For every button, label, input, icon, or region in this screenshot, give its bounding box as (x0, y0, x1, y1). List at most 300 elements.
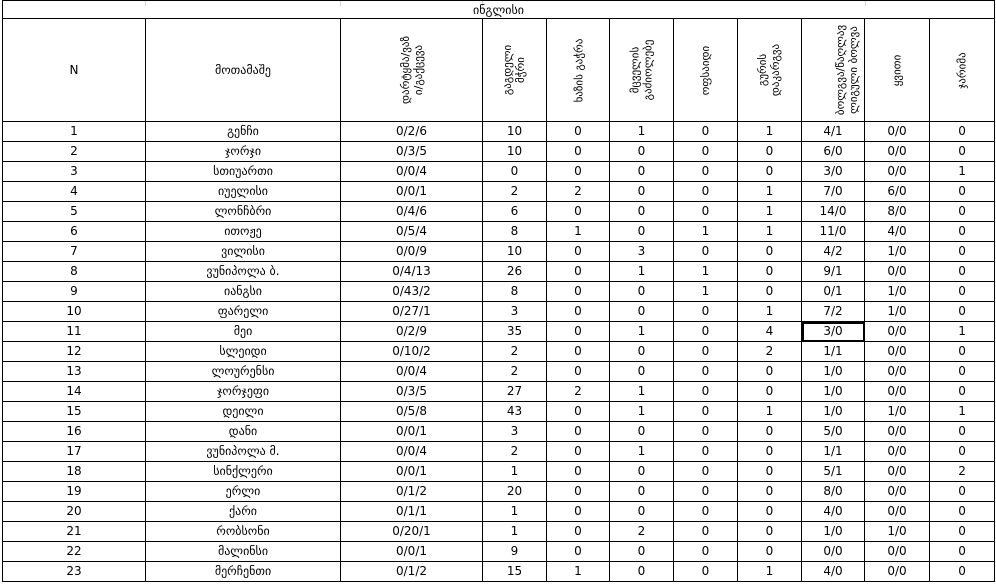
cell-n[interactable]: 22 (3, 542, 146, 562)
header-c1-label: დარტყმა/ვაზ ი/გაქცევა (398, 36, 425, 104)
cell-c9[interactable]: 0 (930, 502, 995, 522)
cell-c5[interactable]: 0 (674, 162, 738, 182)
header-c7-label: ბოლგვა/წაღლავ ლიგული ბოლვა (834, 24, 861, 116)
cell-c2[interactable]: 3 (483, 302, 547, 322)
cell-c2[interactable]: 2 (483, 442, 547, 462)
cell-c3[interactable]: 1 (547, 562, 610, 582)
cell-c3[interactable]: 2 (547, 382, 610, 402)
cell-c7[interactable]: 1/0 (802, 382, 865, 402)
cell-c2[interactable]: 26 (483, 262, 547, 282)
cell-c5[interactable]: 0 (674, 502, 738, 522)
cell-c3[interactable]: 0 (547, 402, 610, 422)
table-row (3, 142, 995, 162)
cell-c7[interactable]: 0/0 (802, 542, 865, 562)
cell-c1[interactable]: 0/1/2 (341, 562, 483, 582)
cell-c4[interactable]: 0 (610, 362, 674, 382)
cell-c6[interactable]: 1 (738, 402, 802, 422)
header-c5-label: ოფსაიდი (698, 45, 712, 96)
cell-c2[interactable]: 2 (483, 362, 547, 382)
cell-c7[interactable]: 4/2 (802, 242, 865, 262)
cell-c4[interactable]: 3 (610, 242, 674, 262)
cell-c3[interactable]: 2 (547, 182, 610, 202)
cell-c9[interactable]: 0 (930, 202, 995, 222)
header-c4-label: მცველის გაძიოლებე (628, 39, 655, 101)
cell-n[interactable]: 20 (3, 502, 146, 522)
cell-c6[interactable]: 1 (738, 202, 802, 222)
cell-player[interactable]: სთიუართი (146, 162, 341, 182)
cell-player[interactable]: მალინსი (146, 542, 341, 562)
cell-player[interactable]: ერლი (146, 482, 341, 502)
cell-n[interactable]: 4 (3, 182, 146, 202)
cell-c3[interactable]: 0 (547, 122, 610, 142)
cell-n[interactable]: 5 (3, 202, 146, 222)
cell-c3[interactable]: 0 (547, 482, 610, 502)
cell-c2[interactable]: 27 (483, 382, 547, 402)
cell-n[interactable]: 19 (3, 482, 146, 502)
cell-c3[interactable]: 0 (547, 282, 610, 302)
cell-n[interactable]: 18 (3, 462, 146, 482)
cell-player[interactable]: ლოურენსი (146, 362, 341, 382)
table-row (3, 162, 995, 182)
cell-n[interactable]: 2 (3, 142, 146, 162)
cell-n[interactable]: 10 (3, 302, 146, 322)
cell-c4[interactable]: 0 (610, 542, 674, 562)
cell-c1[interactable]: 0/2/9 (341, 322, 483, 342)
cell-c6[interactable]: 1 (738, 222, 802, 242)
cell-c5[interactable]: 0 (674, 542, 738, 562)
cell-c7[interactable]: 6/0 (802, 142, 865, 162)
table-row (3, 262, 995, 282)
cell-player[interactable]: სინქლერი (146, 462, 341, 482)
cell-n[interactable]: 21 (3, 522, 146, 542)
table-row (3, 122, 995, 142)
cell-c5[interactable]: 0 (674, 342, 738, 362)
cell-c5[interactable]: 0 (674, 142, 738, 162)
header-c4[interactable] (610, 19, 674, 122)
table-row (3, 502, 995, 522)
cell-c5[interactable]: 0 (674, 122, 738, 142)
cell-c8[interactable]: 8/0 (865, 202, 930, 222)
cell-c3[interactable]: 0 (547, 522, 610, 542)
cell-c2[interactable]: 9 (483, 542, 547, 562)
table-row (3, 402, 995, 422)
cell-c7[interactable]: 14/0 (802, 202, 865, 222)
cell-n[interactable]: 9 (3, 282, 146, 302)
cell-c6[interactable]: 4 (738, 322, 802, 342)
cell-c3[interactable]: 0 (547, 322, 610, 342)
cell-c7[interactable]: 0/1 (802, 282, 865, 302)
cell-c1[interactable]: 0/4/6 (341, 202, 483, 222)
cell-c8[interactable]: 0/0 (865, 442, 930, 462)
table-row (3, 302, 995, 322)
cell-c4[interactable]: 0 (610, 342, 674, 362)
cell-c1[interactable]: 0/0/9 (341, 242, 483, 262)
cell-player[interactable]: ითოჟე (146, 222, 341, 242)
cell-c5[interactable]: 0 (674, 382, 738, 402)
cell-c9[interactable]: 0 (930, 342, 995, 362)
cell-c9[interactable]: 0 (930, 482, 995, 502)
cell-c1[interactable]: 0/43/2 (341, 282, 483, 302)
cell-c6[interactable]: 2 (738, 342, 802, 362)
cell-player[interactable]: იუელისი (146, 182, 341, 202)
header-n[interactable]: N (3, 19, 146, 122)
cell-c7[interactable]: 1/1 (802, 442, 865, 462)
cell-c3[interactable]: 0 (547, 302, 610, 322)
cell-c4[interactable]: 0 (610, 162, 674, 182)
cell-c1[interactable]: 0/0/1 (341, 182, 483, 202)
cell-c3[interactable]: 0 (547, 142, 610, 162)
cell-c3[interactable]: 0 (547, 362, 610, 382)
cell-c1[interactable]: 0/0/4 (341, 442, 483, 462)
table-row (3, 482, 995, 502)
cell-c5[interactable]: 0 (674, 202, 738, 222)
header-c8[interactable] (865, 19, 930, 122)
cell-c4[interactable]: 0 (610, 482, 674, 502)
header-c1[interactable] (341, 19, 483, 122)
cell-c2[interactable]: 15 (483, 562, 547, 582)
cell-n[interactable]: 3 (3, 162, 146, 182)
cell-c8[interactable]: 0/0 (865, 262, 930, 282)
cell-c1[interactable]: 0/3/5 (341, 142, 483, 162)
cell-c9[interactable]: 0 (930, 182, 995, 202)
cell-player[interactable]: მეი (146, 322, 341, 342)
cell-c4[interactable]: 0 (610, 302, 674, 322)
cell-c9[interactable]: 0 (930, 382, 995, 402)
cell-c5[interactable]: 0 (674, 322, 738, 342)
cell-c4[interactable]: 1 (610, 262, 674, 282)
cell-c5[interactable]: 0 (674, 462, 738, 482)
cell-c7[interactable]: 4/0 (802, 502, 865, 522)
cell-c5[interactable]: 0 (674, 482, 738, 502)
cell-c6[interactable]: 0 (738, 382, 802, 402)
cell-c3[interactable]: 0 (547, 462, 610, 482)
cell-c8[interactable]: 0/0 (865, 322, 930, 342)
cell-c8[interactable]: 1/0 (865, 402, 930, 422)
header-c9-label: ჯარიმა (955, 52, 969, 89)
cell-n[interactable]: 16 (3, 422, 146, 442)
cell-c9[interactable]: 0 (930, 442, 995, 462)
cell-c9[interactable]: 0 (930, 242, 995, 262)
cell-c2[interactable]: 10 (483, 142, 547, 162)
cell-c2[interactable]: 6 (483, 202, 547, 222)
cell-c9[interactable]: 0 (930, 302, 995, 322)
cell-c7[interactable]: 1/1 (802, 342, 865, 362)
table-row (3, 522, 995, 542)
cell-player[interactable]: სლეიდი (146, 342, 341, 362)
cell-c4[interactable]: 0 (610, 202, 674, 222)
cell-c1[interactable]: 0/0/1 (341, 462, 483, 482)
cell-c9[interactable]: 0 (930, 142, 995, 162)
cell-c5[interactable]: 1 (674, 262, 738, 282)
cell-c7[interactable]: 7/2 (802, 302, 865, 322)
cell-player[interactable]: ვილისი (146, 242, 341, 262)
cell-c4[interactable]: 1 (610, 402, 674, 422)
cell-c4[interactable]: 0 (610, 462, 674, 482)
cell-c6[interactable]: 0 (738, 422, 802, 442)
header-c5[interactable] (674, 19, 738, 122)
cell-c4[interactable]: 1 (610, 382, 674, 402)
cell-c5[interactable]: 1 (674, 222, 738, 242)
title-row (3, 1, 995, 19)
cell-n[interactable]: 12 (3, 342, 146, 362)
cell-c8[interactable]: 0/0 (865, 462, 930, 482)
cell-c8[interactable]: 0/0 (865, 562, 930, 582)
cell-player[interactable]: ვუნიპოლა ბ. (146, 262, 341, 282)
cell-c1[interactable]: 0/1/1 (341, 502, 483, 522)
cell-c8[interactable]: 0/0 (865, 362, 930, 382)
cell-c3[interactable]: 0 (547, 542, 610, 562)
cell-n[interactable]: 6 (3, 222, 146, 242)
header-c8-label: ყვითი (890, 54, 904, 87)
cell-c2[interactable]: 20 (483, 482, 547, 502)
cell-c4[interactable]: 0 (610, 282, 674, 302)
table-row (3, 362, 995, 382)
cell-c2[interactable]: 43 (483, 402, 547, 422)
cell-c2[interactable]: 0 (483, 162, 547, 182)
cell-player[interactable]: რობსონი (146, 522, 341, 542)
cell-c1[interactable]: 0/0/4 (341, 162, 483, 182)
cell-c3[interactable]: 0 (547, 342, 610, 362)
cell-player[interactable]: გენჩი (146, 122, 341, 142)
cell-c7[interactable]: 4/1 (802, 122, 865, 142)
cell-c4[interactable]: 0 (610, 142, 674, 162)
header-c6-label: გურის დაკარგვა (756, 43, 783, 97)
spreadsheet (2, 0, 994, 582)
cell-c1[interactable]: 0/0/1 (341, 422, 483, 442)
cell-c7[interactable]: 11/0 (802, 222, 865, 242)
cell-c1[interactable]: 0/5/4 (341, 222, 483, 242)
cell-c8[interactable]: 0/0 (865, 422, 930, 442)
table-row (3, 222, 995, 242)
cell-c4[interactable]: 0 (610, 562, 674, 582)
header-player[interactable]: მოთამაშე (146, 19, 341, 122)
cell-c6[interactable]: 0 (738, 522, 802, 542)
cell-n[interactable]: 14 (3, 382, 146, 402)
cell-player[interactable]: ჯორჯი (146, 142, 341, 162)
header-c2-label: გაგდელი მჭრი (501, 44, 528, 96)
cell-c3[interactable]: 0 (547, 162, 610, 182)
cell-c4[interactable]: 1 (610, 322, 674, 342)
cell-c7[interactable]: 1/0 (802, 402, 865, 422)
cell-c1[interactable]: 0/1/2 (341, 482, 483, 502)
cell-c2[interactable]: 3 (483, 422, 547, 442)
cell-c4[interactable]: 0 (610, 182, 674, 202)
table-row (3, 562, 995, 582)
cell-n[interactable]: 1 (3, 122, 146, 142)
cell-c7[interactable]: 7/0 (802, 182, 865, 202)
cell-c9[interactable]: 0 (930, 522, 995, 542)
cell-c2[interactable]: 8 (483, 222, 547, 242)
cell-c9[interactable]: 0 (930, 362, 995, 382)
cell-c6[interactable]: 0 (738, 242, 802, 262)
cell-c8[interactable]: 1/0 (865, 282, 930, 302)
cell-c2[interactable]: 1 (483, 502, 547, 522)
cell-c6[interactable]: 0 (738, 362, 802, 382)
cell-c3[interactable]: 0 (547, 262, 610, 282)
cell-c8[interactable]: 0/0 (865, 162, 930, 182)
cell-player[interactable]: დანი (146, 422, 341, 442)
cell-c6[interactable]: 0 (738, 502, 802, 522)
cell-n[interactable]: 15 (3, 402, 146, 422)
header-c7[interactable] (802, 19, 865, 122)
cell-c1[interactable]: 0/10/2 (341, 342, 483, 362)
cell-player[interactable]: ვუნიპოლა მ. (146, 442, 341, 462)
cell-c8[interactable]: 6/0 (865, 182, 930, 202)
cell-c9[interactable]: 0 (930, 262, 995, 282)
cell-c7[interactable]: 3/0 (802, 162, 865, 182)
cell-c9[interactable]: 0 (930, 422, 995, 442)
cell-c5[interactable]: 0 (674, 302, 738, 322)
table-row (3, 322, 995, 342)
cell-c8[interactable]: 1/0 (865, 522, 930, 542)
header-c3-label: ხაზის გაჭრა (572, 38, 586, 103)
cell-c7[interactable]: 5/1 (802, 462, 865, 482)
cell-c5[interactable]: 0 (674, 562, 738, 582)
cell-c8[interactable]: 1/0 (865, 242, 930, 262)
cell-n[interactable]: 8 (3, 262, 146, 282)
cell-c9[interactable]: 0 (930, 282, 995, 302)
cell-c5[interactable]: 0 (674, 522, 738, 542)
header-row (3, 19, 995, 122)
cell-c8[interactable]: 0/0 (865, 542, 930, 562)
table-body (3, 122, 995, 582)
cell-c7[interactable]: 3/0 (802, 322, 865, 342)
cell-c6[interactable]: 0 (738, 442, 802, 462)
cell-c9[interactable]: 2 (930, 462, 995, 482)
cell-c8[interactable]: 0/0 (865, 122, 930, 142)
cell-c7[interactable]: 4/0 (802, 562, 865, 582)
cell-c8[interactable]: 0/0 (865, 502, 930, 522)
cell-c6[interactable]: 1 (738, 182, 802, 202)
cell-c7[interactable]: 1/0 (802, 522, 865, 542)
cell-c9[interactable]: 0 (930, 222, 995, 242)
table-row (3, 182, 995, 202)
cell-c5[interactable]: 1 (674, 282, 738, 302)
cell-c5[interactable]: 0 (674, 442, 738, 462)
table-row (3, 242, 995, 262)
cell-c2[interactable]: 35 (483, 322, 547, 342)
cell-c6[interactable]: 0 (738, 462, 802, 482)
cell-player[interactable]: დეილი (146, 402, 341, 422)
cell-c1[interactable]: 0/0/4 (341, 362, 483, 382)
table-row (3, 542, 995, 562)
cell-c4[interactable]: 0 (610, 502, 674, 522)
cell-c9[interactable]: 1 (930, 162, 995, 182)
cell-c9[interactable]: 1 (930, 322, 995, 342)
cell-c6[interactable]: 0 (738, 482, 802, 502)
cell-player[interactable]: ქარი (146, 502, 341, 522)
cell-n[interactable]: 11 (3, 322, 146, 342)
cell-c4[interactable]: 1 (610, 442, 674, 462)
cell-n[interactable]: 7 (3, 242, 146, 262)
table-row (3, 282, 995, 302)
cell-c5[interactable]: 0 (674, 362, 738, 382)
cell-c1[interactable]: 0/2/6 (341, 122, 483, 142)
cell-player[interactable]: ფარელი (146, 302, 341, 322)
cell-c2[interactable]: 10 (483, 122, 547, 142)
cell-c6[interactable]: 1 (738, 302, 802, 322)
cell-c4[interactable]: 1 (610, 122, 674, 142)
table-row (3, 202, 995, 222)
cell-c6[interactable]: 0 (738, 542, 802, 562)
cell-c6[interactable]: 1 (738, 122, 802, 142)
cell-c1[interactable]: 0/4/13 (341, 262, 483, 282)
cell-c2[interactable]: 10 (483, 242, 547, 262)
table-title[interactable]: ინგლისი (3, 1, 995, 19)
cell-c1[interactable]: 0/20/1 (341, 522, 483, 542)
cell-c7[interactable]: 5/0 (802, 422, 865, 442)
cell-c9[interactable]: 0 (930, 542, 995, 562)
cell-c3[interactable]: 0 (547, 242, 610, 262)
cell-c3[interactable]: 0 (547, 442, 610, 462)
cell-n[interactable]: 17 (3, 442, 146, 462)
cell-n[interactable]: 23 (3, 562, 146, 582)
cell-c9[interactable]: 1 (930, 402, 995, 422)
header-c9[interactable] (930, 19, 995, 122)
cell-c1[interactable]: 0/5/8 (341, 402, 483, 422)
cell-c4[interactable]: 0 (610, 422, 674, 442)
header-c6[interactable] (738, 19, 802, 122)
cell-player[interactable]: მერჩენთი (146, 562, 341, 582)
table-row (3, 442, 995, 462)
cell-c6[interactable]: 0 (738, 262, 802, 282)
cell-c4[interactable]: 2 (610, 522, 674, 542)
cell-c6[interactable]: 0 (738, 162, 802, 182)
cell-c1[interactable]: 0/3/5 (341, 382, 483, 402)
cell-c3[interactable]: 0 (547, 502, 610, 522)
cell-c7[interactable]: 9/1 (802, 262, 865, 282)
cell-c4[interactable]: 0 (610, 222, 674, 242)
cell-c1[interactable]: 0/27/1 (341, 302, 483, 322)
cell-c7[interactable]: 8/0 (802, 482, 865, 502)
cell-c6[interactable]: 0 (738, 142, 802, 162)
cell-c8[interactable]: 0/0 (865, 482, 930, 502)
cell-c9[interactable]: 0 (930, 122, 995, 142)
cell-c8[interactable]: 1/0 (865, 302, 930, 322)
cell-c7[interactable]: 1/0 (802, 362, 865, 382)
cell-c5[interactable]: 0 (674, 422, 738, 442)
header-c3[interactable] (547, 19, 610, 122)
cell-c3[interactable]: 0 (547, 202, 610, 222)
cell-c8[interactable]: 0/0 (865, 382, 930, 402)
cell-c6[interactable]: 1 (738, 562, 802, 582)
table-row (3, 342, 995, 362)
cell-c3[interactable]: 0 (547, 422, 610, 442)
cell-c2[interactable]: 8 (483, 282, 547, 302)
cell-player[interactable]: იანგსი (146, 282, 341, 302)
cell-c8[interactable]: 0/0 (865, 142, 930, 162)
cell-c2[interactable]: 1 (483, 522, 547, 542)
cell-c2[interactable]: 2 (483, 342, 547, 362)
cell-c2[interactable]: 1 (483, 462, 547, 482)
cell-c5[interactable]: 0 (674, 402, 738, 422)
cell-player[interactable]: ჯორჯეფი (146, 382, 341, 402)
cell-c8[interactable]: 0/0 (865, 342, 930, 362)
table-row (3, 382, 995, 402)
cell-c1[interactable]: 0/0/1 (341, 542, 483, 562)
cell-c5[interactable]: 0 (674, 242, 738, 262)
cell-c9[interactable]: 0 (930, 562, 995, 582)
cell-c8[interactable]: 4/0 (865, 222, 930, 242)
cell-player[interactable]: ლონჩბრი (146, 202, 341, 222)
table-row (3, 422, 995, 442)
cell-c2[interactable]: 2 (483, 182, 547, 202)
cell-c5[interactable]: 0 (674, 182, 738, 202)
header-c2[interactable] (483, 19, 547, 122)
cell-c3[interactable]: 1 (547, 222, 610, 242)
cell-c6[interactable]: 0 (738, 282, 802, 302)
cell-n[interactable]: 13 (3, 362, 146, 382)
